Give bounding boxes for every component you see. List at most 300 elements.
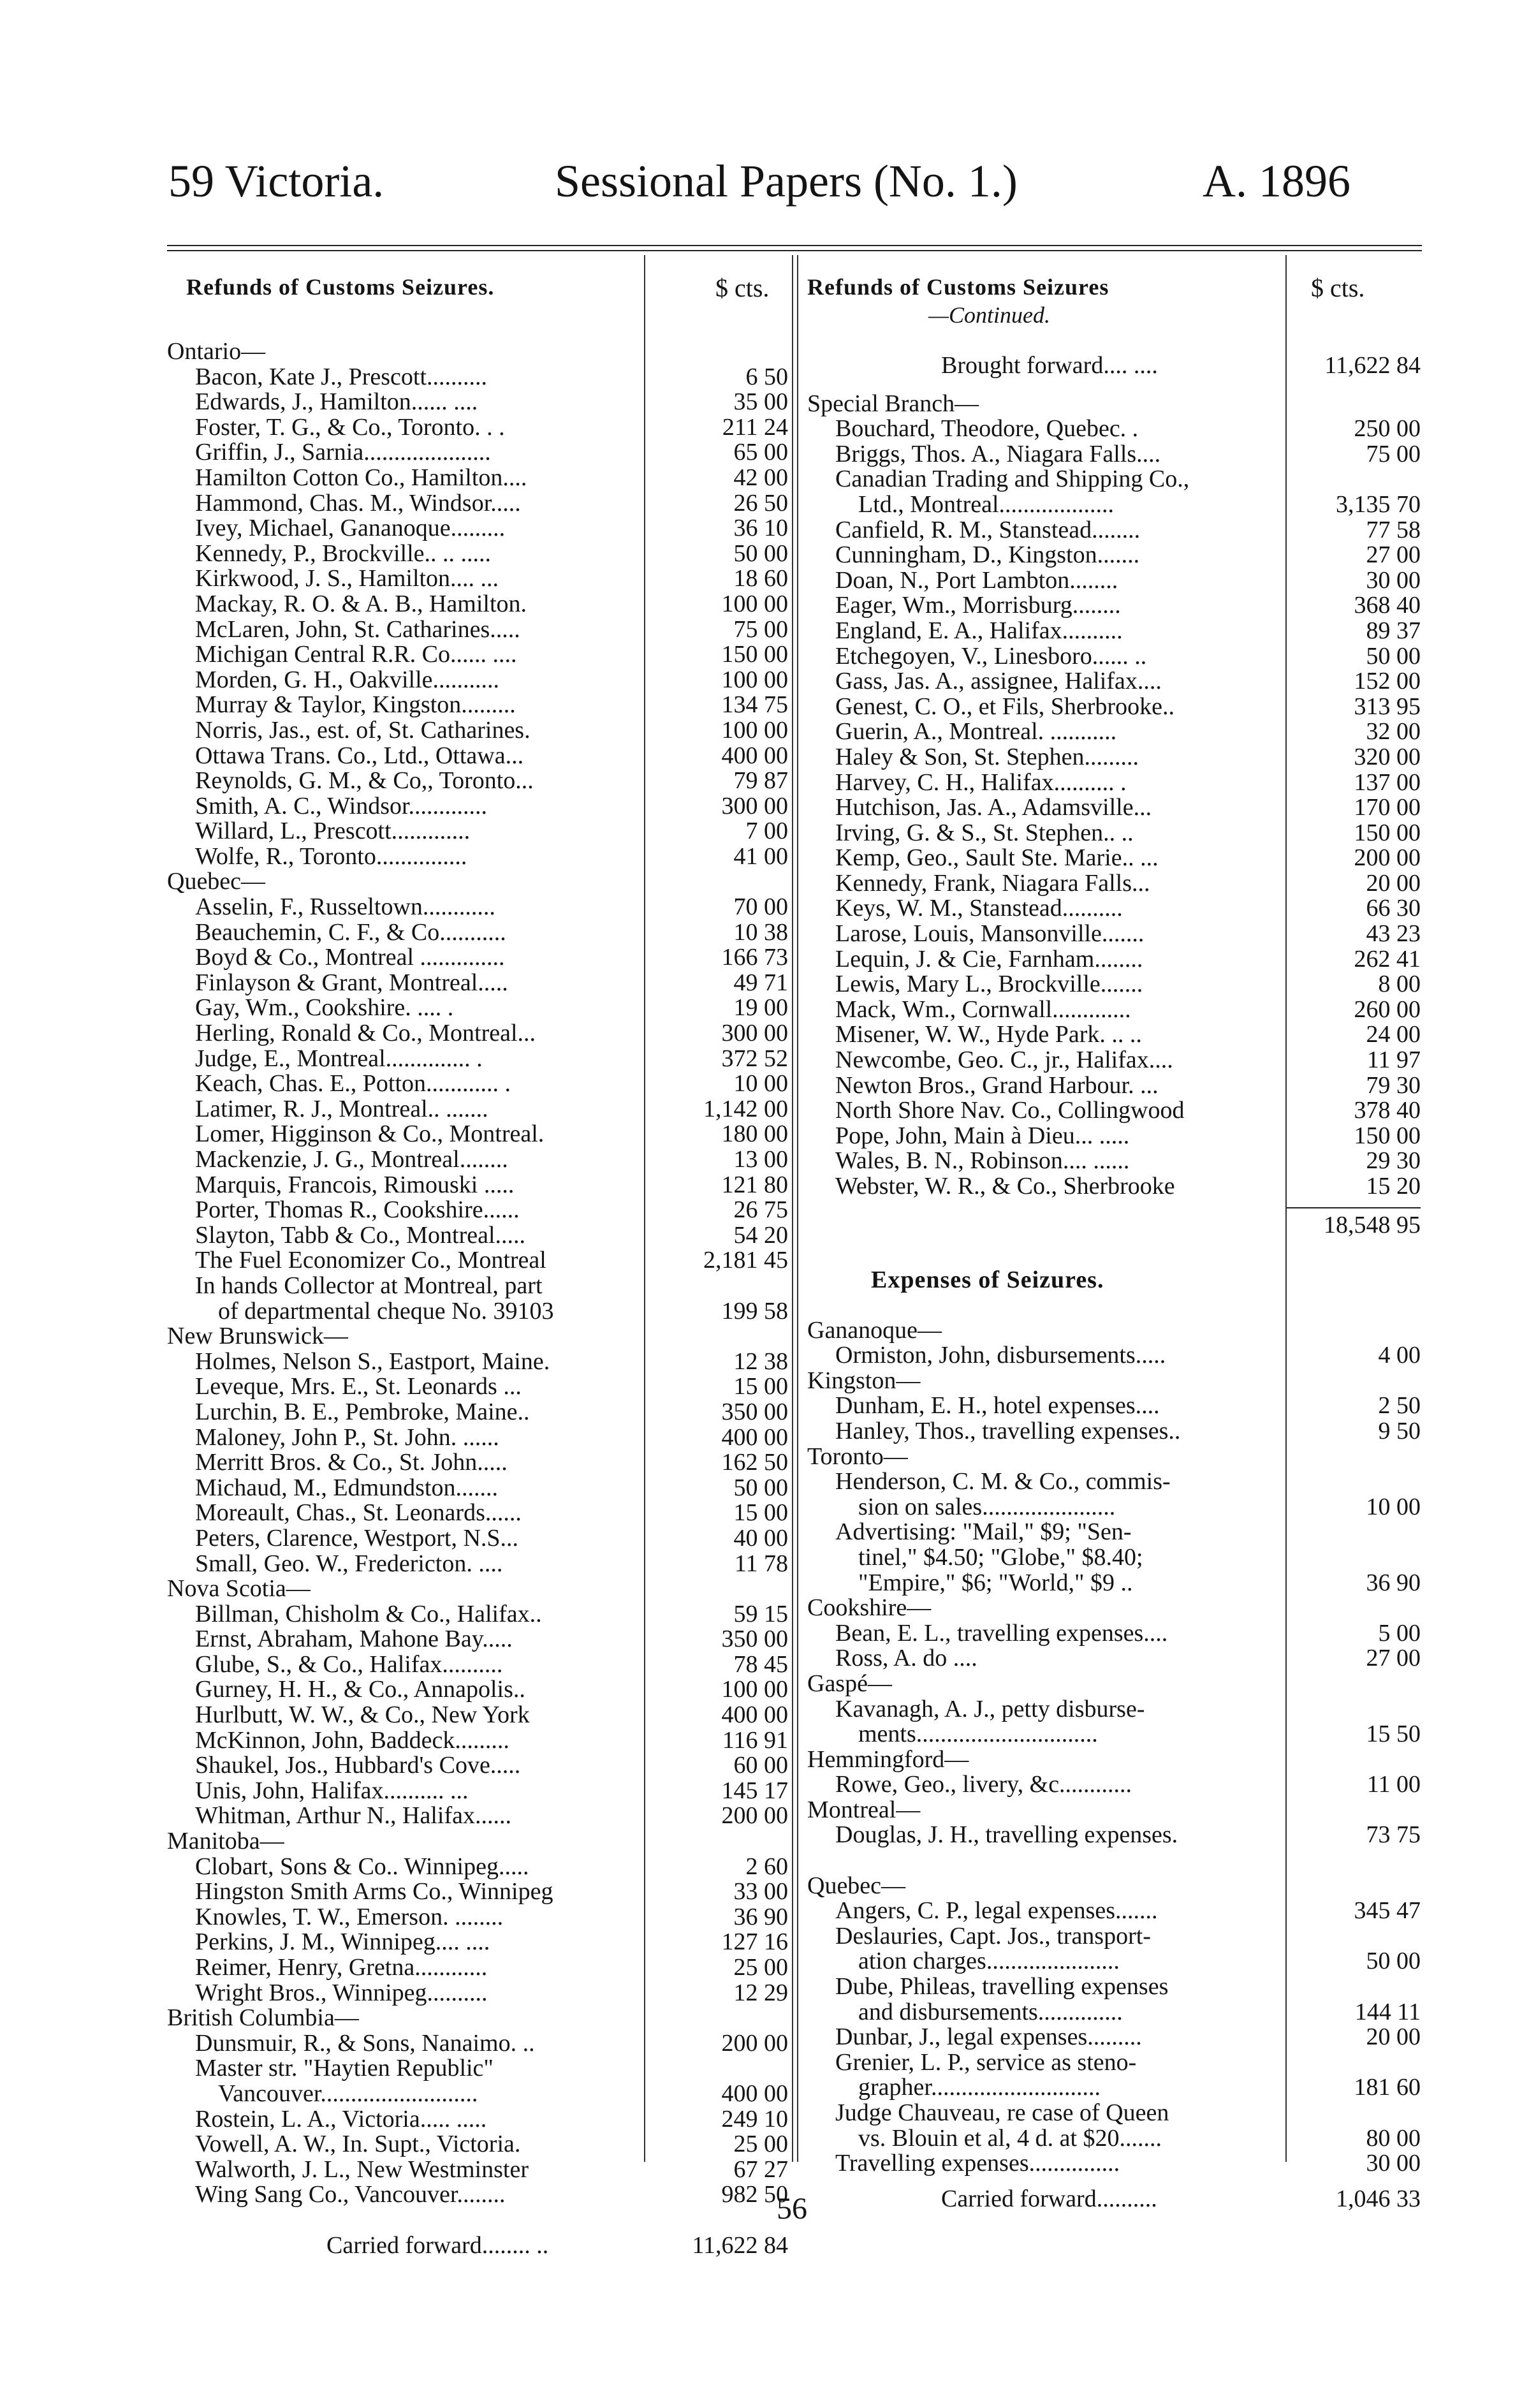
heading-label: Cookshire— (807, 1596, 932, 1621)
entry-label: Lewis, Mary L., Brockville....... (835, 972, 1143, 997)
entry-label: Lequin, J. & Cie, Farnham........ (835, 946, 1143, 973)
entry-label: Michaud, M., Edmundston....... (195, 1475, 498, 1501)
entry-amount: 15 20 (1366, 1173, 1421, 1200)
entry-label: Mackay, R. O. & A. B., Hamilton. (195, 591, 527, 617)
entry-label: Foster, T. G., & Co., Toronto. . . (195, 415, 505, 441)
entry-label: Deslauries, Capt. Jos., transport- (835, 1923, 1151, 1949)
entry-amount: 36 90 (733, 1903, 788, 1930)
province-heading (807, 1444, 1422, 1470)
entry-amount: 59 15 (733, 1600, 788, 1627)
entry-amount: 400 00 (721, 742, 788, 769)
entry-label: Wolfe, R., Toronto............... (195, 844, 467, 870)
entry-amount (1287, 1924, 1421, 1949)
province-heading (167, 1829, 792, 1854)
ledger-row (807, 694, 1422, 720)
entry-amount: 400 00 (721, 1423, 788, 1451)
entry-label: Doan, N., Port Lambton........ (835, 568, 1118, 594)
ledger-row (807, 416, 1422, 442)
entry-amount: 144 11 (1354, 1998, 1421, 2025)
entry-amount: 166 73 (721, 944, 788, 971)
ledger-row (167, 617, 792, 643)
entry-amount: 170 00 (1354, 794, 1421, 821)
entry-amount (1287, 1545, 1421, 1571)
ledger-row (807, 1823, 1422, 1848)
heading-label: Montreal— (807, 1797, 921, 1823)
entry-label: Latimer, R. J., Montreal.. ....... (195, 1096, 488, 1122)
right-entries (807, 392, 1422, 1200)
entry-amount: 10 00 (1366, 1493, 1421, 1520)
province-heading (167, 339, 792, 365)
ledger-row (807, 619, 1422, 644)
ledger-row (167, 1248, 792, 1274)
entry-label: Bean, E. L., travelling expenses.... (835, 1620, 1168, 1647)
ledger-row (167, 1400, 792, 1425)
entry-amount: 372 52 (721, 1045, 788, 1072)
entry-label: Gay, Wm., Cookshire. .... . (195, 995, 454, 1022)
entry-amount: 2 60 (745, 1853, 788, 1880)
ledger-row (167, 1223, 792, 1249)
heading-label: Special Branch— (807, 391, 979, 417)
entry-amount (644, 2056, 788, 2081)
entry-label: Ross, A. do .... (835, 1646, 977, 1671)
entry-amount: 200 00 (1354, 844, 1421, 872)
ledger-row (167, 1349, 792, 1375)
ledger-row (167, 693, 792, 718)
entry-amount: 249 10 (721, 2105, 788, 2133)
ledger-row (807, 442, 1422, 467)
ledger-row (807, 543, 1422, 568)
heading-label: Quebec— (167, 869, 266, 895)
ledger-row (807, 1924, 1422, 1949)
ledger-row (807, 568, 1422, 594)
entry-amount: 127 16 (721, 1928, 788, 1956)
heading-label: Quebec— (807, 1873, 906, 1899)
entry-label: Kemp, Geo., Sault Ste. Marie.. ... (835, 846, 1159, 871)
entry-amount: 262 41 (1354, 945, 1421, 973)
entry-amount: 150 00 (721, 641, 788, 668)
heading-label: Gananoque— (807, 1318, 942, 1344)
heading-label: Gaspé— (807, 1671, 892, 1697)
ledger-row (807, 1520, 1422, 1545)
ledger-row (807, 1621, 1422, 1647)
entry-amount: 7 00 (745, 818, 788, 845)
entry-amount: 162 50 (721, 1449, 788, 1476)
entry-label: Reynolds, G. M., & Co,, Toronto... (195, 768, 534, 794)
entry-label: Travelling expenses............... (835, 2151, 1120, 2177)
ledger-row (807, 1174, 1422, 1200)
entry-label: Morden, G. H., Oakville........... (195, 667, 500, 693)
ledger-row (807, 518, 1422, 543)
ledger-row (167, 1173, 792, 1198)
ledger-row (167, 1879, 792, 1905)
ledger-row (807, 921, 1422, 947)
ledger-row (807, 2101, 1422, 2126)
entry-label: Mack, Wm., Cornwall............. (835, 997, 1131, 1023)
entry-amount (644, 1829, 788, 1854)
entry-label: Grenier, L. P., service as steno- (835, 2050, 1137, 2076)
ledger-row (167, 415, 792, 441)
ledger-row (807, 2050, 1422, 2076)
ledger-row (167, 945, 792, 971)
entry-amount: 368 40 (1354, 592, 1421, 619)
entry-amount (644, 1324, 788, 1349)
ledger-row (167, 491, 792, 517)
entry-label: sion on sales...................... (858, 1494, 1116, 1520)
entry-amount: 43 23 (1366, 920, 1421, 948)
entry-amount: 15 00 (733, 1373, 788, 1400)
entry-amount: 49 71 (733, 969, 788, 996)
ledger-row (167, 2157, 792, 2183)
entry-label: tinel," $4.50; "Globe," $8.40; (858, 1545, 1143, 1571)
heading-label: New Brunswick— (167, 1324, 348, 1349)
ledger-row (167, 768, 792, 794)
center-divider (797, 255, 798, 2162)
entry-amount: 32 00 (1366, 718, 1421, 745)
ledger-row (807, 1974, 1422, 2000)
entry-amount: 27 00 (1366, 1645, 1421, 1672)
entry-amount: 200 00 (721, 2029, 788, 2057)
ledger-row (167, 1627, 792, 1652)
entry-label: Dube, Phileas, travelling expenses (835, 1974, 1169, 2000)
entry-amount: 180 00 (721, 1120, 788, 1148)
entry-amount: 211 24 (722, 413, 788, 441)
ledger-row (807, 467, 1422, 492)
entry-amount: 54 20 (733, 1221, 788, 1249)
ledger-row (167, 541, 792, 567)
ledger-row (807, 821, 1422, 846)
ledger-row (807, 1393, 1422, 1419)
ledger-row (167, 1981, 792, 2006)
ledger-row (807, 644, 1422, 670)
entry-label: Finlayson & Grant, Montreal..... (195, 970, 508, 996)
entry-label: Willard, L., Prescott............. (195, 819, 471, 844)
heading-label: Hemmingford— (807, 1747, 969, 1773)
entry-label: Perkins, J. M., Winnipeg.... .... (195, 1930, 490, 1955)
ledger-row (807, 593, 1422, 619)
entry-amount: 5 00 (1378, 1619, 1421, 1647)
ledger-row (167, 466, 792, 491)
subtotal-row (807, 1207, 1422, 1238)
left-dollar-label: $ cts. (715, 274, 770, 302)
expense-entries (807, 1318, 1422, 2177)
header-rule-bottom (167, 250, 1422, 251)
entry-amount (1287, 392, 1421, 417)
entry-amount: 25 00 (733, 1954, 788, 1981)
entry-amount: 313 95 (1354, 693, 1421, 720)
entry-label: Lomer, Higginson & Co., Montreal. (195, 1122, 545, 1147)
entry-amount: 15 50 (1366, 1721, 1421, 1748)
ledger-row (167, 1476, 792, 1501)
entry-amount (1287, 1974, 1421, 2000)
entry-label: Ltd., Montreal................... (858, 492, 1115, 518)
entry-amount: 145 17 (721, 1777, 788, 1804)
ledger-row (167, 971, 792, 996)
entry-amount: 18 60 (733, 565, 788, 592)
ledger-row (807, 2126, 1422, 2152)
province-heading (807, 1369, 1422, 1394)
entry-label: Lurchin, B. E., Pembroke, Maine.. (195, 1399, 530, 1425)
entry-label: Dunham, E. H., hotel expenses.... (835, 1393, 1160, 1419)
entry-amount: 300 00 (721, 1020, 788, 1047)
ledger-row (807, 1722, 1422, 1747)
ledger-row (167, 1930, 792, 1955)
entry-label: Beauchemin, C. F., & Co........... (195, 920, 506, 946)
province-heading (807, 392, 1422, 417)
right-carried-forward-label: Carried forward.......... (941, 2186, 1157, 2212)
ledger-row (807, 2075, 1422, 2101)
entry-label: Judge, E., Montreal.............. . (195, 1046, 483, 1072)
heading-label: Toronto— (807, 1444, 908, 1470)
entry-amount: 29 30 (1366, 1147, 1421, 1175)
ledger-row (167, 440, 792, 466)
entry-label: Judge Chauveau, re case of Queen (835, 2101, 1169, 2126)
entry-label: McLaren, John, St. Catharines..... (195, 617, 520, 643)
entry-amount: 350 00 (721, 1626, 788, 1653)
entry-amount (1287, 467, 1421, 492)
entry-amount: 79 87 (733, 767, 788, 795)
heading-label: Manitoba— (167, 1829, 284, 1854)
ledger-row (167, 819, 792, 844)
entry-label: Hammond, Chas. M., Windsor..... (195, 490, 521, 517)
ledger-row (807, 1419, 1422, 1444)
entry-label: Moreault, Chas., St. Leonards...... (195, 1501, 522, 1526)
left-entries (167, 339, 792, 2208)
province-heading (807, 1747, 1422, 1773)
heading-label: Nova Scotia— (167, 1576, 311, 1602)
entry-amount: 1,142 00 (703, 1095, 788, 1122)
entry-label: Misener, W. W., Hyde Park. .. .. (835, 1022, 1142, 1048)
entry-amount: 26 50 (733, 489, 788, 517)
ledger-row (167, 2031, 792, 2057)
ledger-row (167, 592, 792, 617)
entry-amount: 12 29 (733, 1979, 788, 2006)
entry-label: Hanley, Thos., travelling expenses.. (835, 1418, 1181, 1444)
entry-amount: 50 00 (1366, 1948, 1421, 1975)
ledger-row (807, 846, 1422, 871)
entry-amount (1287, 1697, 1421, 1722)
ledger-row (167, 642, 792, 668)
entry-label: Canfield, R. M., Stanstead........ (835, 517, 1141, 543)
entry-label: Kavanagh, A. J., petty disburse- (835, 1696, 1145, 1722)
entry-amount: 8 00 (1378, 971, 1421, 998)
entry-amount: 30 00 (1366, 566, 1421, 594)
ledger-row (167, 1779, 792, 1804)
entry-amount: 350 00 (721, 1398, 788, 1425)
entry-amount: 134 75 (721, 691, 788, 719)
subtotal-amount: 18,548 95 (1287, 1207, 1421, 1238)
ledger-row (807, 745, 1422, 770)
entry-amount (1287, 1874, 1421, 1899)
entry-label: Larose, Louis, Mansonville....... (835, 921, 1145, 947)
entry-label: Canadian Trading and Shipping Co., (835, 467, 1190, 492)
entry-amount: 50 00 (1366, 642, 1421, 670)
entry-label: Kennedy, P., Brockville.. .. ..... (195, 541, 492, 567)
entry-label: grapher............................ (858, 2075, 1101, 2101)
entry-label: Vancouver.......................... (218, 2081, 478, 2107)
ledger-row (807, 1697, 1422, 1722)
entry-label: Advertising: "Mail," $9; "Sen- (835, 1520, 1132, 1545)
entry-amount: 199 58 (721, 1297, 788, 1325)
entry-label: Master str. "Haytien Republic" (195, 2056, 494, 2081)
entry-amount: 150 00 (1354, 819, 1421, 846)
entry-label: Vowell, A. W., In. Supt., Victoria. (195, 2132, 521, 2157)
header-center: Sessional Papers (No. 1.) (555, 156, 1018, 207)
ledger-row (807, 1949, 1422, 1974)
ledger-row (167, 2056, 792, 2081)
entry-amount: 33 00 (733, 1878, 788, 1905)
entry-label: Dunsmuir, R., & Sons, Nanaimo. .. (195, 2030, 535, 2057)
entry-label: Clobart, Sons & Co.. Winnipeg..... (195, 1854, 529, 1880)
entry-label: Unis, John, Halifax.......... ... (195, 1778, 469, 1804)
ledger-row (167, 1046, 792, 1072)
province-heading (807, 1318, 1422, 1344)
ledger-row (167, 995, 792, 1021)
entry-label: Etchegoyen, V., Linesboro...... .. (835, 643, 1147, 670)
ledger-row (167, 1450, 792, 1476)
entry-label: Holmes, Nelson S., Eastport, Maine. (195, 1349, 550, 1375)
entry-amount: 26 75 (733, 1196, 788, 1224)
province-heading (807, 1596, 1422, 1621)
province-heading (807, 1798, 1422, 1823)
entry-amount (644, 1274, 788, 1299)
entry-label: Irving, G. & S., St. Stephen.. .. (835, 820, 1134, 846)
entry-label: Haley & Son, St. Stephen......... (835, 744, 1139, 770)
entry-amount: 181 60 (1354, 2074, 1421, 2101)
ledger-row (167, 718, 792, 744)
ledger-row (167, 1071, 792, 1097)
ledger-row (807, 1073, 1422, 1099)
ledger-row (167, 1602, 792, 1627)
entry-label: Shaukel, Jos., Hubbard's Cove..... (195, 1753, 521, 1779)
ledger-row (807, 1898, 1422, 1924)
ledger-row (807, 770, 1422, 796)
brought-forward-amount: 11,622 84 (1324, 352, 1421, 379)
entry-amount: 100 00 (721, 666, 788, 693)
entry-label: Griffin, J., Sarnia..................... (195, 440, 491, 466)
entry-amount: 2,181 45 (703, 1247, 788, 1274)
entry-label: Wing Sang Co., Vancouver........ (195, 2182, 506, 2208)
entry-label: Ernst, Abraham, Mahone Bay..... (195, 1627, 513, 1652)
entry-amount (1287, 1318, 1421, 1344)
spacer (807, 1848, 1422, 1874)
ledger-row (167, 794, 792, 819)
entry-amount: 300 00 (721, 792, 788, 819)
entry-label: Hamilton Cotton Co., Hamilton.... (195, 465, 527, 491)
entry-amount: 3,135 70 (1336, 490, 1421, 518)
entry-label: Wales, B. N., Robinson.... ...... (835, 1149, 1130, 1174)
left-title: Refunds of Customs Seizures. (186, 274, 495, 300)
ledger-row (167, 1526, 792, 1552)
entry-amount: 25 00 (733, 2131, 788, 2158)
entry-label: Gass, Jas. A., assignee, Halifax.... (835, 669, 1162, 694)
entry-amount (1287, 1671, 1421, 1697)
province-heading (167, 869, 792, 895)
entry-label: Bacon, Kate J., Prescott.......... (195, 364, 488, 390)
entry-amount: 10 00 (733, 1070, 788, 1098)
entry-label: Gurney, H. H., & Co., Annapolis.. (195, 1677, 525, 1703)
entry-amount: 10 38 (733, 918, 788, 946)
ledger-row (167, 1677, 792, 1703)
entry-label: vs. Blouin et al, 4 d. at $20....... (858, 2125, 1162, 2152)
entry-label: Maloney, John P., St. John. ...... (195, 1425, 499, 1451)
ledger-row (807, 1124, 1422, 1149)
entry-label: Keys, W. M., Stanstead.......... (835, 896, 1123, 922)
entry-label: Angers, C. P., legal expenses....... (835, 1898, 1158, 1924)
entry-label: Rowe, Geo., livery, &c............ (835, 1772, 1132, 1798)
entry-label: Marquis, Francois, Rimouski ..... (195, 1172, 515, 1198)
entry-amount: 50 00 (733, 1474, 788, 1501)
entry-amount: 200 00 (721, 1802, 788, 1830)
ledger-row (167, 844, 792, 870)
ledger-row (167, 2107, 792, 2133)
entry-label: Small, Geo. W., Fredericton. .... (195, 1551, 503, 1577)
entry-label: Norris, Jas., est. of, St. Catharines. (195, 717, 530, 744)
ledger-row (807, 669, 1422, 694)
ledger-row (807, 1343, 1422, 1369)
ledger-row (167, 2081, 792, 2107)
entry-amount: 4 00 (1378, 1342, 1421, 1369)
entry-amount: 41 00 (733, 842, 788, 870)
header-rule-top (167, 245, 1422, 246)
entry-amount: 11 97 (1366, 1046, 1421, 1074)
entry-label: Eager, Wm., Morrisburg........ (835, 593, 1121, 619)
ledger-row (807, 719, 1422, 745)
entry-amount: 260 00 (1354, 995, 1421, 1023)
ledger-row (167, 1147, 792, 1173)
ledger-row (167, 1299, 792, 1325)
entry-amount: 121 80 (721, 1171, 788, 1198)
entry-amount: 9 50 (1378, 1417, 1421, 1444)
entry-label: Kennedy, Frank, Niagara Falls... (835, 870, 1150, 897)
ledger-row (167, 744, 792, 769)
entry-amount: 400 00 (721, 2080, 788, 2107)
ledger-row (807, 2025, 1422, 2050)
page-number: 56 (777, 2192, 807, 2226)
entry-label: Murray & Taylor, Kingston......... (195, 693, 516, 718)
ledger-row (167, 566, 792, 592)
entry-amount: 15 00 (733, 1499, 788, 1527)
entry-label: Smith, A. C., Windsor............. (195, 793, 488, 819)
ledger-row (167, 895, 792, 920)
entry-label: The Fuel Economizer Co., Montreal (195, 1248, 546, 1274)
entry-amount: 66 30 (1366, 895, 1421, 922)
ledger-row (807, 1545, 1422, 1571)
ledger-row (167, 668, 792, 693)
entry-label: Hutchison, Jas. A., Adamsville... (835, 795, 1152, 821)
brought-forward (807, 353, 1422, 379)
ledger-row (807, 795, 1422, 821)
entry-label: Pope, John, Main à Dieu... ..... (835, 1123, 1130, 1149)
entry-amount: 24 00 (1366, 1021, 1421, 1048)
ledger-row (807, 1571, 1422, 1596)
ledger-row (167, 1274, 792, 1299)
entry-label: McKinnon, John, Baddeck......... (195, 1728, 509, 1754)
entry-amount: 77 58 (1366, 516, 1421, 543)
entry-amount: 67 27 (733, 2155, 788, 2183)
entry-amount: 116 91 (722, 1726, 788, 1754)
entry-amount: 73 75 (1366, 1821, 1421, 1849)
ledger-row (807, 1149, 1422, 1174)
ledger-row (167, 920, 792, 946)
brought-forward-label: Brought forward.... .... (941, 353, 1158, 379)
entry-amount: 150 00 (1354, 1122, 1421, 1149)
entry-label: Mackenzie, J. G., Montreal........ (195, 1147, 508, 1173)
entry-amount: 20 00 (1366, 2023, 1421, 2051)
ledger-row (807, 871, 1422, 897)
right-subtitle: —Continued. (928, 302, 1051, 328)
ledger-row (807, 1772, 1422, 1798)
entry-label: Rostein, L. A., Victoria..... ..... (195, 2106, 487, 2133)
